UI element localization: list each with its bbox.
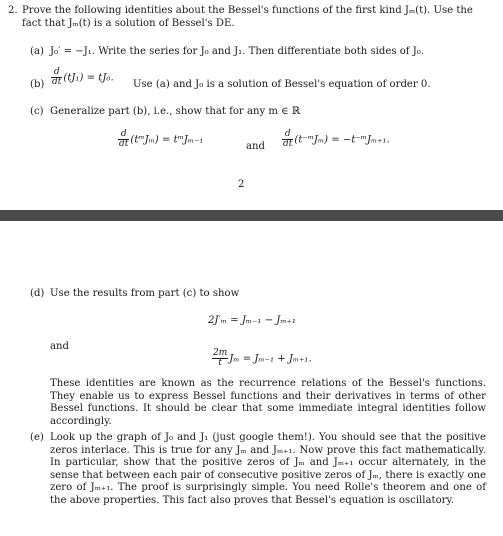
part-c-left-fraction (118, 130, 129, 149)
part-c-left-frac-num: d (118, 130, 129, 140)
part-c-equation-right (281, 130, 390, 149)
part-d-label: (d) (30, 288, 45, 299)
part-b-equation (50, 68, 114, 87)
part-b-text: Use (a) and J₀ is a solution of Bessel's equation of order 0. (133, 79, 431, 90)
part-d-text: Use the results from part (c) to show (50, 288, 240, 299)
page-divider (0, 210, 503, 221)
part-c-eq-right: (t⁻ᵐJₘ) = −t⁻ᵐJₘ₊₁. (294, 134, 390, 146)
part-d-equation-1: 2J′ₘ = Jₘ₋₁ − Jₘ₊₁ (208, 315, 296, 326)
part-b-expr: (tJ₁) = tJ₀. (63, 72, 114, 84)
part-d-eq2-den: t (218, 358, 222, 368)
part-c-text: Generalize part (b), i.e., show that for any m ∈ ℝ (50, 106, 301, 117)
part-c-right-frac-den: dt (283, 139, 293, 149)
part-d-and: and (50, 341, 69, 352)
part-b-label: (b) (30, 79, 45, 90)
problem-number: 2. (8, 5, 18, 16)
part-c-label: (c) (30, 106, 44, 117)
part-c-left-frac-den: dt (119, 139, 129, 149)
part-c-right-fraction (282, 130, 293, 149)
part-e-label: (e) (30, 432, 44, 443)
part-c-right-frac-num: d (282, 130, 293, 140)
part-d-equation-2 (211, 349, 312, 368)
part-a-text: J₀′ = −J₁. Write the series for J₀ and J₁. Then differentiate both sides of J₀. (50, 46, 425, 57)
page-number: 2 (238, 179, 245, 190)
problem-line-2: fact that Jₘ(t) is a solution of Bessel's DE. (22, 18, 235, 29)
part-d-eq2-fraction (212, 349, 228, 368)
part-d-paragraph: These identities are known as the recurrence relations of the Bessel's functions. They enable us to express Bessel functions and their derivatives in terms of other Bessel functions. It should be clear that some immediate integral identities follow accordingly. (50, 378, 486, 427)
part-c-and: and (246, 141, 265, 152)
page-top (0, 0, 503, 210)
part-e-paragraph: Look up the graph of J₀ and J₁ (just google them!). You should see that the positive zeros interlace. This is true for any Jₘ and Jₘ₊₁. Now prove this fact mathematically. In particular, show that the positive zeros of Jₘ and Jₘ₊₁ occur alternately, in the sense that between each pair of consecutive positive zeros of Jₘ, there is exactly one zero of Jₘ₊₁. The proof is surprisingly simple. You need Rolle's theorem and one of the above properties. This fact also proves that Bessel's equation is oscillatory. (50, 432, 486, 506)
part-c-eq-left: (tᵐJₘ) = tᵐJₘ₋₁ (130, 134, 204, 146)
part-d-eq2-rest: Jₘ = Jₘ₋₁ + Jₘ₊₁. (229, 353, 312, 365)
part-a-label: (a) (30, 46, 44, 57)
part-d-eq2-num: 2m (213, 348, 228, 358)
part-b-frac-den: dt (52, 77, 62, 87)
part-c-equation-left (117, 130, 203, 149)
part-b-frac-num: d (51, 68, 62, 78)
problem-line-1: Prove the following identities about the Bessel's functions of the first kind Jₘ(t). Use the (22, 5, 473, 16)
part-b-derivative-fraction (51, 68, 62, 87)
